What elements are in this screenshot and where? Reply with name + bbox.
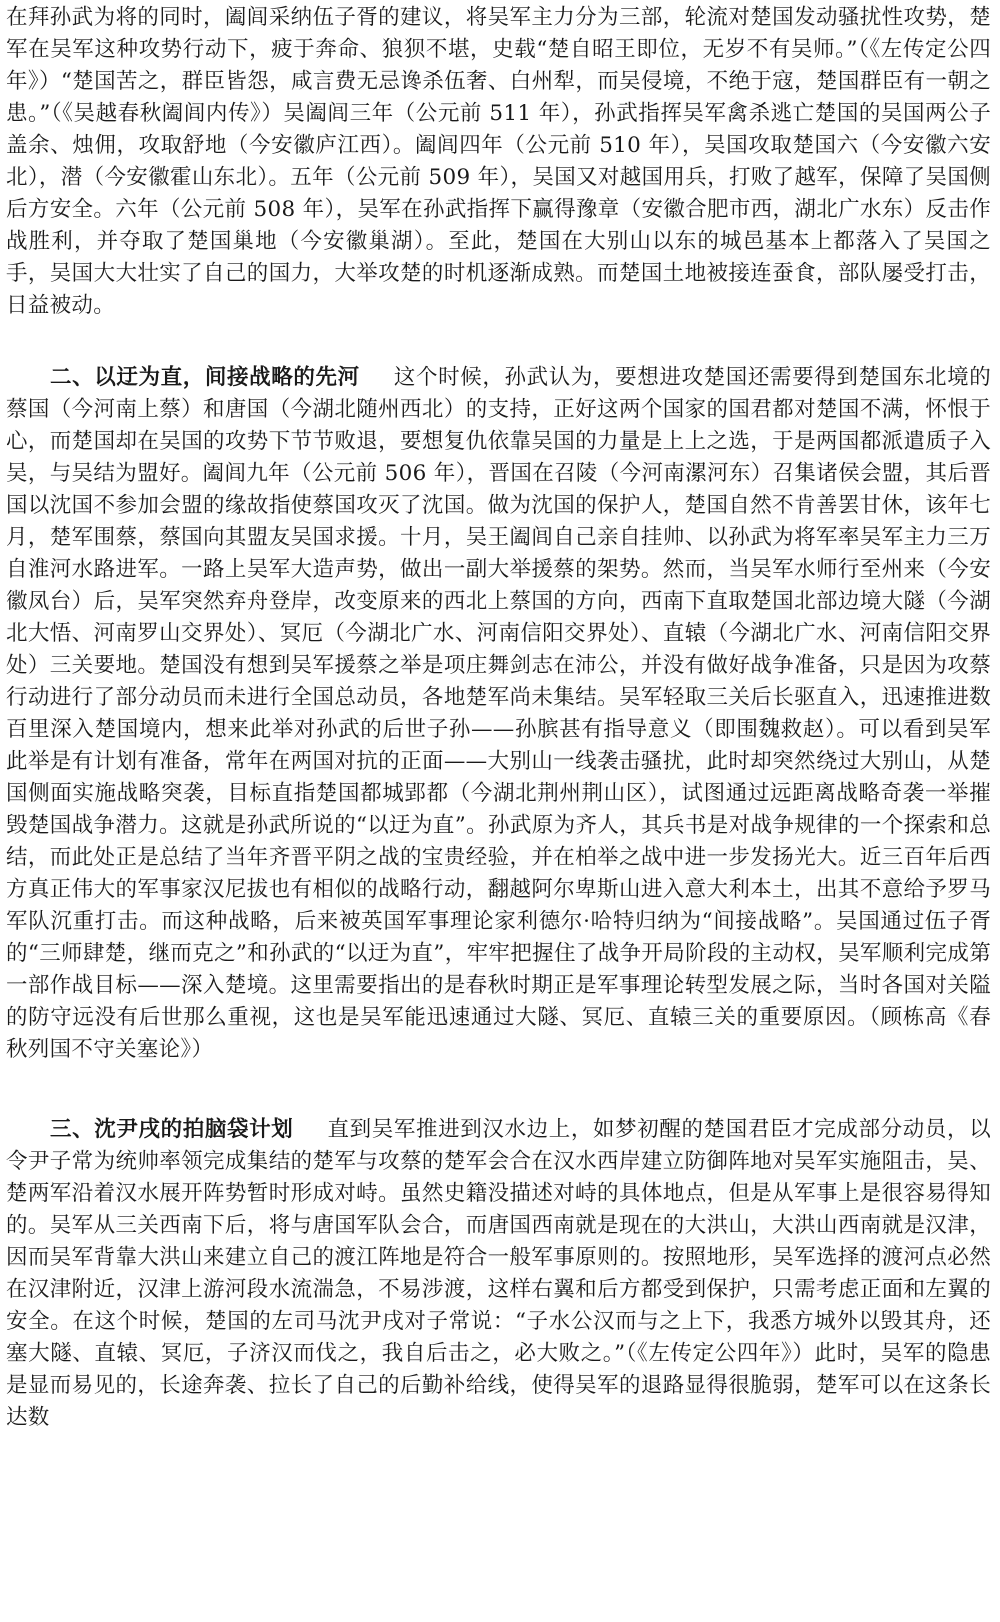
section-3-heading: 三、沈尹戌的拍脑袋计划 bbox=[50, 1117, 294, 1142]
section-2-text: 这个时候，孙武认为，要想进攻楚国还需要得到楚国东北境的蔡国（今河南上蔡）和唐国（今湖北随州西北）的支持，正好这两个国家的国君都对楚国不满，怀恨于心，而楚国却在吴国的攻势下节节败退，要想复仇依靠吴国的力量是上上之选，于是两国都派遣质子入吴，与吴结为盟好。阖闾九年（公元前 506 年），晋国在召陵（今河南漯河东）召集诸侯会盟，其后晋国以沈国不参加会盟的缘故指使蔡国攻灭了沈国。做为沈国的保护人，楚国自然不肯善罢甘休，该年七月，楚军围蔡，蔡国向其盟友吴国求援。十月，吴王阖闾自己亲自挂帅、以孙武为将军率吴军主力三万自淮河水路进军。一路上吴军大造声势，做出一副大举援蔡的架势。然而，当吴军水师行至州来（今安徽凤台）后，吴军突然弃舟登岸，改变原来的西北上蔡国的方向，西南下直取楚国北部边境大隧（今湖北大悟、河南罗山交界处）、冥厄（今湖北广水、河南信阳交界处）、直辕（今湖北广水、河南信阳交界处）三关要地。楚国没有想到吴军援蔡之举是项庄舞剑志在沛公，并没有做好战争准备，只是因为攻蔡行动进行了部分动员而未进行全国总动员，各地楚军尚未集结。吴军轻取三关后长驱直入，迅速推进数百里深入楚国境内，想来此举对孙武的后世子孙——孙膑甚有指导意义（即围魏救赵）。可以看到吴军此举是有计划有准备，常年在两国对抗的正面——大别山一线袭击骚扰，此时却突然绕过大别山，从楚国侧面实施战略突袭，目标直指楚国都城郢都（今湖北荆州荆山区），试图通过远距离战略奇袭一举摧毁楚国战争潜力。这就是孙武所说的“以迂为直”。孙武原为齐人，其兵书是对战争规律的一个探索和总结，而此处正是总结了当年齐晋平阴之战的宝贵经验，并在柏举之战中进一步发扬光大。近三百年后西方真正伟大的军事家汉尼拔也有相似的战略行动，翻越阿尔卑斯山进入意大利本土，出其不意给予罗马军队沉重打击。而这种战略，后来被英国军事理论家利德尔·哈特归纳为“间接战略”。吴国通过伍子胥的“三师肆楚，继而克之”和孙武的“以迂为直”，牢牢把握住了战争开局阶段的主动权，吴军顺利完成第一部作战目标——深入楚境。这里需要指出的是春秋时期正是军事理论转型发展之际，当时各国对关隘的防守远没有后世那么重视，这也是吴军能迅速通过大隧、冥厄、直辕三关的重要原因。（顾栋高《春秋列国不守关塞论》） bbox=[6, 365, 992, 1062]
document-page bbox=[6, 2, 991, 1434]
paragraph-intro-text: 在拜孙武为将的同时，阖闾采纳伍子胥的建议，将吴军主力分为三部，轮流对楚国发动骚扰性攻势，楚军在吴军这种攻势行动下，疲于奔命、狼狈不堪，史载“楚自昭王即位，无岁不有吴师。”（《左传定公四年》）“楚国苦之，群臣皆怨，咸言费无忌谗杀伍奢、白州犁，而吴侵境，不绝于寇，楚国群臣有一朝之患。”（《吴越春秋阖闾内传》）吴阖闾三年（公元前 511 年），孙武指挥吴军禽杀逃亡楚国的吴国两公子盖余、烛佣，攻取舒地（今安徽庐江西）。阖闾四年（公元前 510 年），吴国攻取楚国六（今安徽六安北），潜（今安徽霍山东北）。五年（公元前 509 年），吴国又对越国用兵，打败了越军，保障了吴国侧后方安全。六年（公元前 508 年），吴军在孙武指挥下赢得豫章（安徽合肥市西，湖北广水东）反击作战胜利，并夺取了楚国巢地（今安徽巢湖）。至此，楚国在大别山以东的城邑基本上都落入了吴国之手，吴国大大壮实了自己的国力，大举攻楚的时机逐渐成熟。而楚国土地被接连蚕食，部队屡受打击，日益被动。 bbox=[6, 5, 991, 318]
paragraph-section-2 bbox=[6, 362, 991, 1066]
section-2-heading: 二、以迂为直，间接战略的先河 bbox=[50, 365, 360, 390]
paragraph-intro bbox=[6, 2, 991, 322]
paragraph-section-3 bbox=[6, 1114, 991, 1434]
section-3-text: 直到吴军推进到汉水边上，如梦初醒的楚国君臣才完成部分动员，以令尹子常为统帅率领完成集结的楚军与攻蔡的楚军会合在汉水西岸建立防御阵地对吴军实施阻击，吴、楚两军沿着汉水展开阵势暂时形成对峙。虽然史籍没描述对峙的具体地点，但是从军事上是很容易得知的。吴军从三关西南下后，将与唐国军队会合，而唐国西南就是现在的大洪山，大洪山西南就是汉津，因而吴军背靠大洪山来建立自己的渡江阵地是符合一般军事原则的。按照地形，吴军选择的渡河点必然在汉津附近，汉津上游河段水流湍急，不易涉渡，这样右翼和后方都受到保护，只需考虑正面和左翼的安全。在这个时候，楚国的左司马沈尹戌对子常说：“子水公汉而与之上下，我悉方城外以毁其舟，还塞大隧、直辕、冥厄，子济汉而伐之，我自后击之，必大败之。”（《左传定公四年》）此时，吴军的隐患是显而易见的，长途奔袭、拉长了自己的后勤补给线，使得吴军的退路显得很脆弱，楚军可以在这条长达数 bbox=[6, 1117, 991, 1430]
